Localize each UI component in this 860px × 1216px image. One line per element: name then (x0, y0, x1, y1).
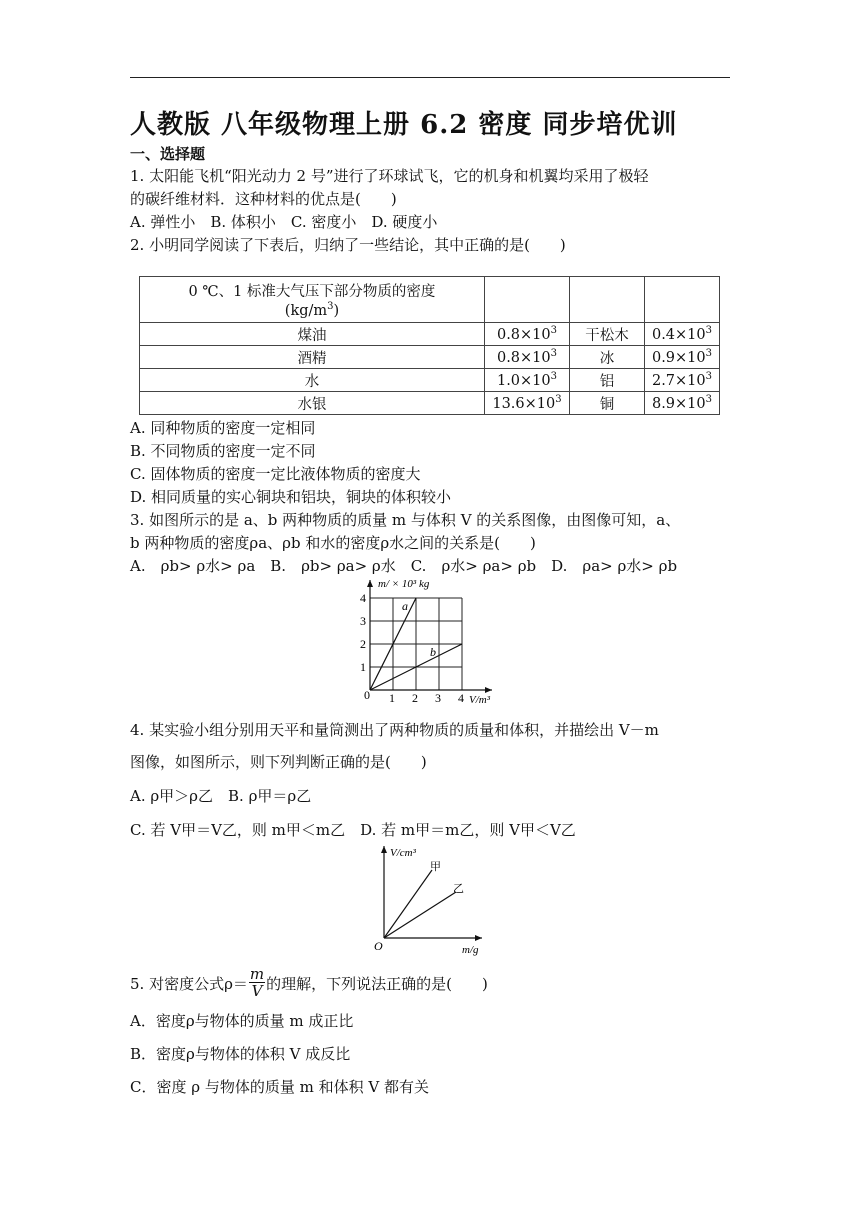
q5-option-b: B．密度ρ与物体的体积 V 成反比 (130, 1045, 351, 1063)
top-rule (130, 77, 730, 78)
x-tick-1: 1 (389, 691, 395, 705)
x-axis-label: m/g (462, 944, 479, 956)
q4-line1: 4. 某实验小组分别用天平和量筒测出了两种物质的质量和体积，并描绘出 V－m (130, 721, 659, 739)
density-table (139, 276, 720, 415)
q1-line1: 1. 太阳能飞机“阳光动力 2 号”进行了环球试飞，它的机身和机翼均采用了极轻 (130, 167, 649, 185)
q4-line2: 图像，如图所示，则下列判断正确的是( ) (130, 753, 427, 771)
table-row: 煤油 $0.8\times 10^3$ 干松木 $0.4\times 10^3$ (140, 323, 720, 346)
origin-label: O (374, 939, 383, 953)
q3-mass-volume-graph (352, 572, 512, 710)
q4-options-cd: C. 若 V甲＝V乙，则 m甲＜m乙 D. 若 m甲＝m乙，则 V甲＜V乙 (130, 821, 576, 839)
x-tick-3: 3 (435, 691, 441, 705)
q2-option-a: A. 同种物质的密度一定相同 (130, 419, 316, 437)
line-jia (384, 870, 432, 938)
x-axis-label: V/m³ (469, 694, 491, 706)
q3-options: A. ρb> ρ水> ρa B. ρb> ρa> ρ水 C. ρ水> ρa> ρb D. ρa> ρ水> ρb (130, 557, 678, 575)
q2-line1: 2. 小明同学阅读了下表后，归纳了一些结论，其中正确的是( ) (130, 236, 566, 254)
table-header-cell: 0 ℃、1 标准大气压下部分物质的密度 $(kg/m^3)$ (140, 277, 485, 323)
q1-line2: 的碳纤维材料．这种材料的优点是( ) (130, 190, 397, 208)
q4-volume-mass-graph (364, 840, 494, 962)
y-tick-4: 4 (360, 591, 366, 605)
formula-denominator: V (251, 982, 263, 1000)
q3-line1: 3. 如图所示的是 a、b 两种物质的质量 m 与体积 V 的关系图像，由图像可知，a、 (130, 511, 681, 529)
section-heading: 一、选择题 (130, 145, 206, 163)
q5-option-c: C．密度 ρ 与物体的质量 m 和体积 V 都有关 (130, 1078, 429, 1096)
y-tick-2: 2 (360, 637, 366, 651)
formula-numerator: m (249, 965, 265, 983)
y-axis-label: m/ × 10³ kg (378, 578, 430, 590)
line-yi (384, 892, 456, 938)
table-empty-cell (485, 277, 570, 323)
x-tick-4: 4 (458, 691, 464, 705)
q2-option-c: C. 固体物质的密度一定比液体物质的密度大 (130, 465, 421, 483)
y-axis-label: V/cm³ (390, 847, 416, 859)
q2-option-d: D. 相同质量的实心铜块和铝块，铜块的体积较小 (130, 488, 452, 506)
line-a-label: a (402, 599, 408, 613)
q5-option-a: A．密度ρ与物体的质量 m 成正比 (130, 1012, 354, 1030)
origin-label: 0 (364, 688, 370, 702)
y-tick-1: 1 (360, 660, 366, 674)
line-jia-label: 甲 (430, 861, 441, 873)
q4-options-ab: A. ρ甲＞ρ乙 B. ρ甲＝ρ乙 (130, 787, 312, 805)
q3-line2: b 两种物质的密度ρa、ρb 和水的密度ρ水之间的关系是( ) (130, 534, 536, 552)
table-empty-cell (645, 277, 720, 323)
q2-option-b: B. 不同物质的密度一定不同 (130, 442, 316, 460)
line-b-label: b (430, 645, 436, 659)
table-row: 酒精 $0.8\times 10^3$ 冰 $0.9\times 10^3$ (140, 346, 720, 369)
x-tick-2: 2 (412, 691, 418, 705)
page-title: 人教版 八年级物理上册 6.2 密度 同步培优训 (130, 110, 678, 140)
line-yi-label: 乙 (453, 883, 464, 895)
table-row: 水银 $13.6\times 10^3$ 铜 $8.9\times 10^3$ (140, 392, 720, 415)
table-row: 水 $1.0\times 10^3$ 铝 $2.7\times 10^3$ (140, 369, 720, 392)
q5-line1: 5. 对密度公式ρ＝ $\frac{m}{V}$ 的理解，下列说法正确的是( ) (130, 965, 488, 1000)
table-empty-cell (570, 277, 645, 323)
q1-options: A. 弹性小 B. 体积小 C. 密度小 D. 硬度小 (130, 213, 438, 231)
y-tick-3: 3 (360, 614, 366, 628)
